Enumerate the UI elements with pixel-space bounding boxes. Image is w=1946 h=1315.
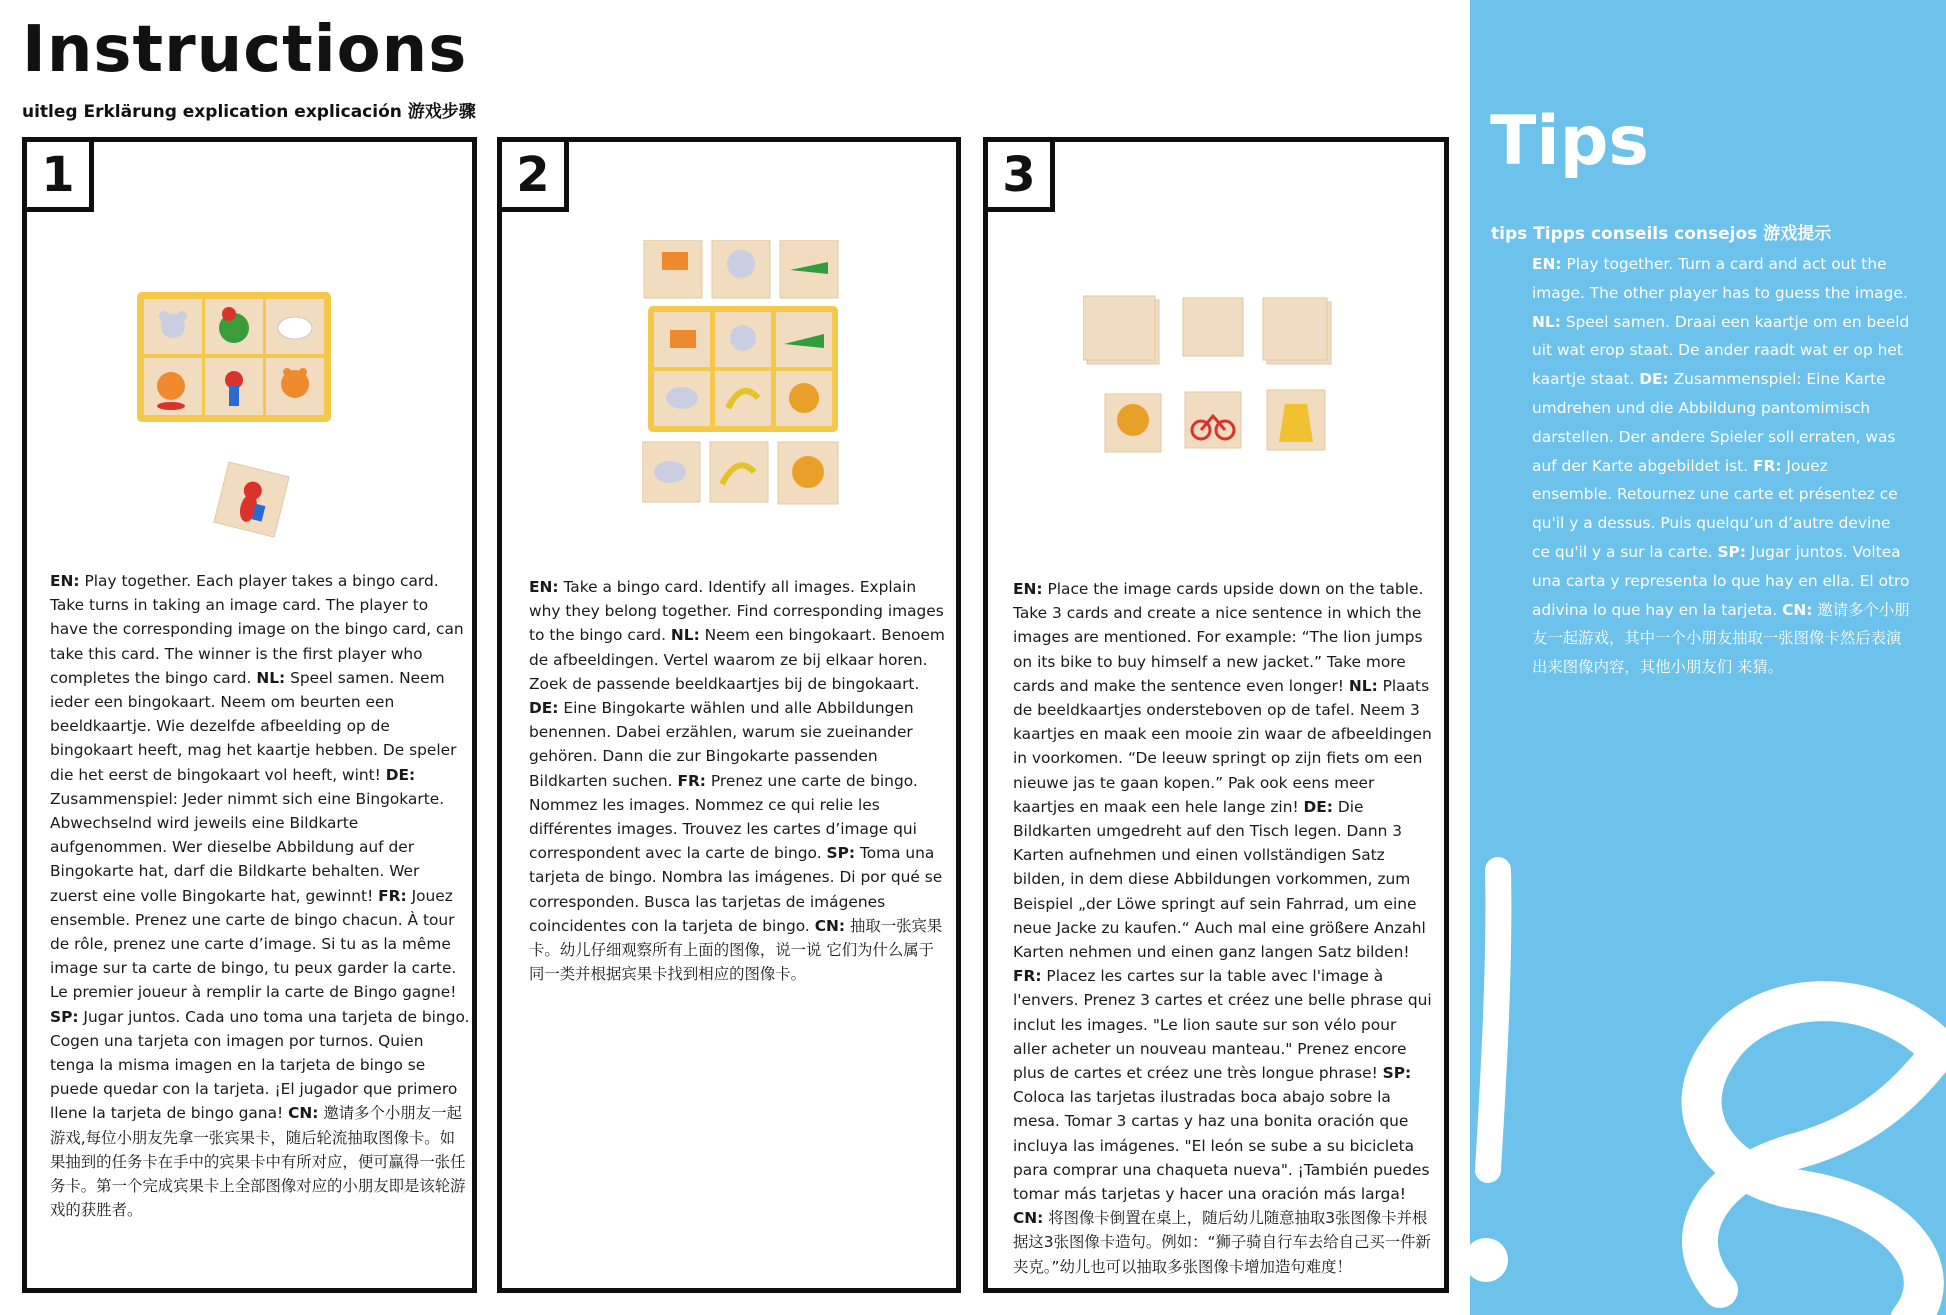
- tips-subtitle: tips Tipps conseils consejos 游戏提示: [1491, 224, 1832, 244]
- bingo-cards-image: [642, 240, 842, 520]
- tips-title: Tips: [1490, 102, 1649, 181]
- tips-text: EN: Play together. Turn a card and act out the image. The other player has to guess the image. NL: Speel samen. Draai een kaartje om en beeld uit wat erop staat. De ander raadt wat er op het kaartje staat. DE: Zusammenspiel: Eine Karte umdrehen und die Abbildung pantomimisch darstellen. Der andere Spieler soll erraten, was auf der Karte abgebildet ist. FR: Jouez ensemble. Retournez une carte et présentez ce qu'il y a dessus. Puis quelqu’un d’autre devine ce qu'il y a sur la carte. SP: Jugar juntos. Voltea una carta y representa lo que hay en ella. El otro adivina lo que hay en la tarjeta. CN: 邀请多个小朋友一起游戏，其中一个小朋友抽取一张图像卡然后表演出来图像内容，其他小朋友们 来猜。: [1532, 255, 1910, 677]
- age-18-mark: [1470, 850, 1946, 1315]
- step-number-3: 3: [983, 137, 1055, 212]
- step-1-text: EN: Play together. Each player takes a bingo card. Take turns in taking an image card. The player to have the corresponding image on the bingo card, can take this card. The winner is the first player who completes the bingo card. NL: Speel samen. Neem ieder een bingokaart. Neem om beurten een beeldkaartje. Wie dezelfde afbeelding op de bingokaart heeft, mag het kaartje hebben. De speler die het eerst de bingokaart vol heeft, wint! DE: Zusammenspiel: Jeder nimmt sich eine Bingokarte. Abwechselnd wird jeweils eine Bildkarte aufgenommen. Wer dieselbe Abbildung auf der Bingokarte hat, darf die Bildkarte behalten. Wer zuerst eine volle Bingokarte hat, gewinnt! FR: Jouez ensemble. Prenez une carte de bingo chacun. À tour de rôle, prenez une carte d’image. Si tu as la même image sur ta carte de bingo, tu peux garder la carte. Le premier joueur à remplir la carte de Bingo gagne! SP: Jugar juntos. Cada uno toma una tarjeta de bingo. Cogen una tarjeta con imagen por turnos. Quien tenga la misma imagen en la tarjeta de bingo se puede quedar con la tarjeta. ¡El jugador que primero llene la tarjeta de bingo gana! CN: 邀请多个小朋友一起游戏,每位小朋友先拿一张宾果卡，随后轮流抽取图像卡。如果抽到的任务卡在手中的宾果卡中有所对应，便可赢得一张任务卡。第一个完成宾果卡上全部图像对应的小朋友即是该轮游戏的获胜者。: [50, 572, 470, 1220]
- bingo-board-image: [137, 292, 377, 572]
- story-cards-image: [1083, 292, 1343, 472]
- step-number-2: 2: [497, 137, 569, 212]
- step-2-text: EN: Take a bingo card. Identify all images. Explain why they belong together. Find corresponding images to the bingo card. NL: Neem een bingokaart. Benoem de afbeeldingen. Vertel waarom ze bij elkaar horen. Zoek de passende beeldkaartjes bij de bingokaart. DE: Eine Bingokarte wählen und alle Abbildungen benennen. Dabei erzählen, warum sie zueinander gehören. Dann die zur Bingokarte passenden Bildkarten suchen. FR: Prenez une carte de bingo. Nommez les images. Nommez ce qui relie les différentes images. Trouvez les cartes d’image qui correspondent avec la carte de bingo. SP: Toma una tarjeta de bingo. Nombra las imágenes. Di por qué se corresponden. Busca las tarjetas de imágenes coincidentes con la tarjeta de bingo. CN: 抽取一张宾果卡。幼儿仔细观察所有上面的图像，说一说 它们为什么属于同一类并根据宾果卡找到相应的图像卡。: [529, 578, 945, 984]
- step-3-text: EN: Place the image cards upside down on the table. Take 3 cards and create a nice sentence in which the images are mentioned. For example: “The lion jumps on its bike to buy himself a new jacket.” Take more cards and make the sentence even longer! NL: Plaats de beeldkaartjes ondersteboven op de tafel. Neem 3 kaartjes en maak een mooie zin waar de afbeeldingen in voorkomen. “De leeuw springt op zijn fiets om een nieuwe jas te gaan kopen.” Pak ook eens meer kaartjes en maak een hele lange zin! DE: Die Bildkarten umgedreht auf den Tisch legen. Dann 3 Karten aufnehmen und einen vollständigen Satz bilden, in dem diese Abbildungen vorkommen, zum Beispiel „der Löwe springt auf sein Fahrrad, um eine neue Jacke zu kaufen.“ Auch mal eine größere Anzahl Karten nehmen und einen ganz langen Satz bilden! FR: Placez les cartes sur la table avec l'image à l'envers. Prenez 3 cartes et créez une belle phrase qui inclut les images. "Le lion saute sur son vélo pour aller acheter un nouveau manteau." Prenez encore plus de cartes et créez une très longue phrase! SP: Coloca las tarjetas ilustradas boca abajo sobre la mesa. Tomar 3 cartas y haz una bonita oración que incluya las imágenes. "El león se sube a su bicicleta para comprar una chaqueta nueva". ¡También puedes tomar más tarjetas y hacer una oración más larga! CN: 将图像卡倒置在桌上，随后幼儿随意抽取3张图像卡并根据这3张图像卡造句。例如：“狮子骑自行车去给自己买一件新夹克。”幼儿也可以抽取多张图像卡增加造句难度！: [1013, 580, 1432, 1276]
- step-panel-1: [22, 137, 477, 1293]
- step-panel-3: [983, 137, 1449, 1293]
- step-panel-2: [497, 137, 961, 1293]
- page-subtitle: uitleg Erklärung explication explicación 游戏步骤: [22, 102, 476, 122]
- step-number-1: 1: [22, 137, 94, 212]
- tips-sidebar: [1470, 0, 1946, 1315]
- page-title: Instructions: [22, 13, 468, 87]
